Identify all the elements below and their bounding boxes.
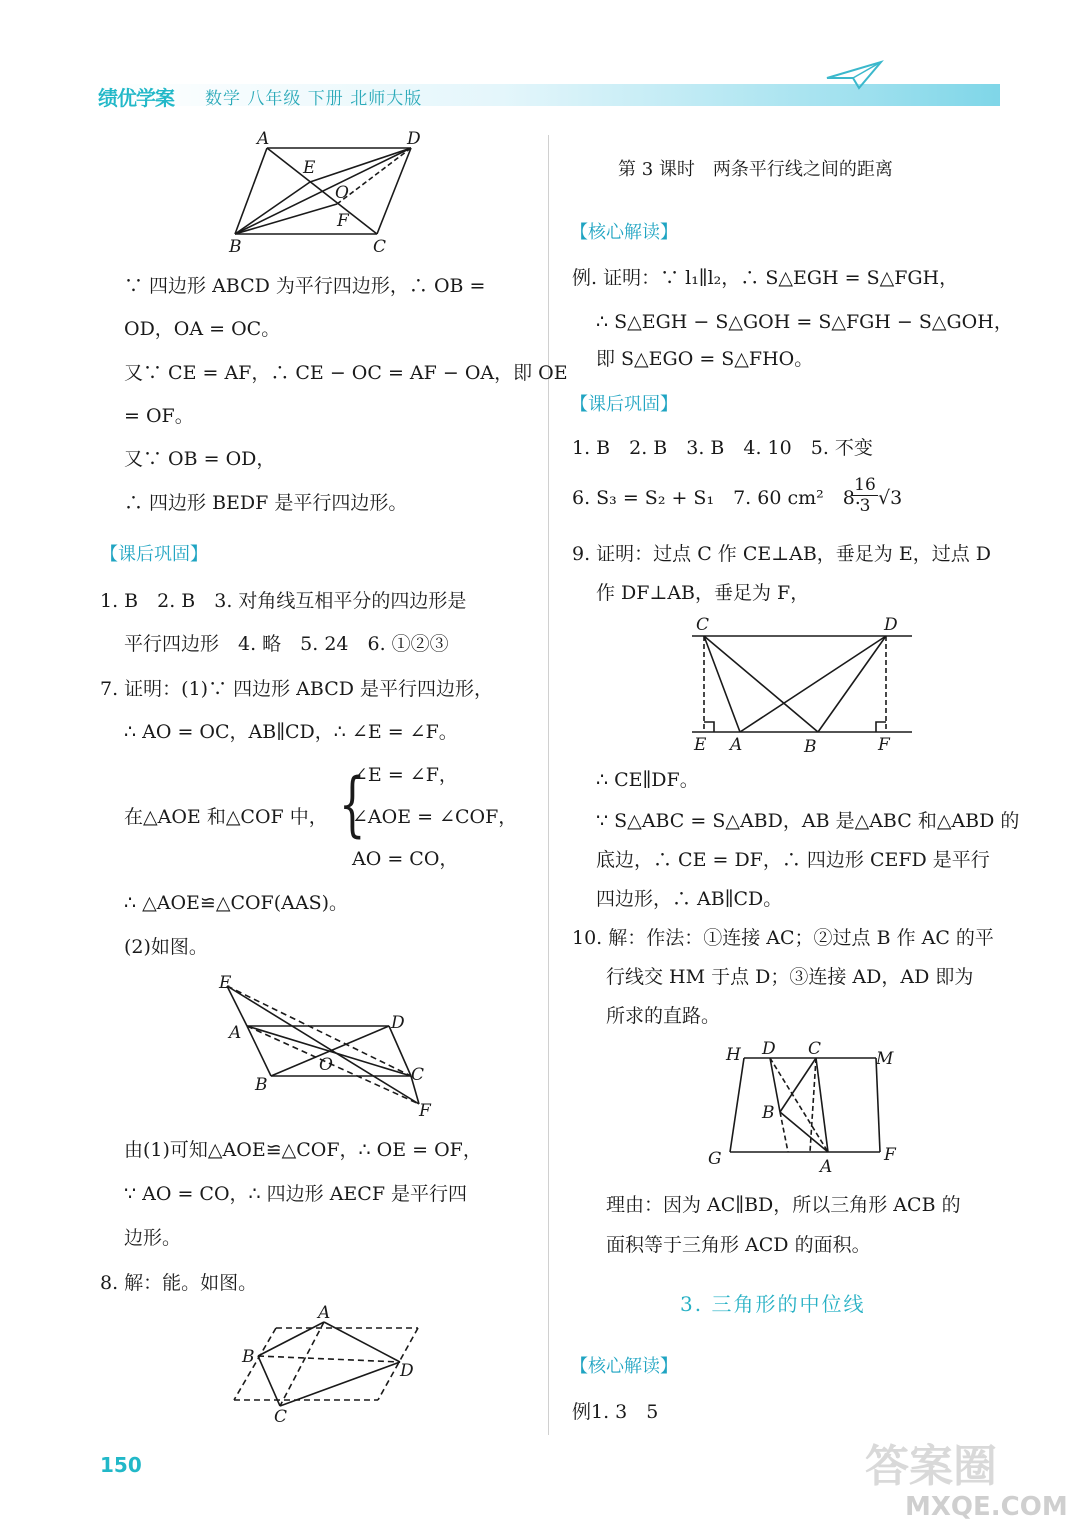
fig9-label-e: E xyxy=(694,735,707,755)
q9-line3: ∴ CE∥DF。 xyxy=(596,769,699,791)
fig10-label-m: M xyxy=(876,1049,894,1069)
fig7-label-b: B xyxy=(255,1075,268,1095)
fraction xyxy=(852,475,878,516)
lesson-title: 第 3 课时 两条平行线之间的距离 xyxy=(618,159,893,180)
answers-line1: 1. B 2. B 3. 对角线互相平分的四边形是 xyxy=(100,590,467,612)
fig7-label-f: F xyxy=(419,1101,431,1121)
example2-line: 例1. 3 5 xyxy=(572,1401,659,1423)
right-answers-line2: 6. S₃ = S₂ + S₁ 7. 60 cm² 8. xyxy=(572,487,861,509)
proof1-line1: ∵ 四边形 ABCD 为平行四边形，∴ OB = xyxy=(124,275,486,297)
fig1-label-a: A xyxy=(257,129,270,149)
fig1-label-c: C xyxy=(373,237,387,257)
header-subtitle: 数学 八年级 下册 北师大版 xyxy=(205,89,423,109)
figure-q10-road xyxy=(700,1038,910,1180)
fig1-label-d: D xyxy=(407,129,421,149)
column-divider xyxy=(548,135,549,1435)
fig8-label-a: A xyxy=(318,1303,331,1323)
figure-q9-parallels xyxy=(688,614,918,756)
q9-line2: 作 DF⊥AB，垂足为 F， xyxy=(596,582,810,604)
q9-line1: 9. 证明：过点 C 作 CE⊥AB，垂足为 E，过点 D xyxy=(572,543,991,565)
watermark-url: MXQE.COM xyxy=(905,1492,1068,1522)
fig10-label-f: F xyxy=(884,1145,896,1165)
fig8-label-b: B xyxy=(242,1347,255,1367)
proof1-line4: = OF。 xyxy=(124,405,194,427)
figure-q7-aecf xyxy=(215,972,445,1120)
q7-cond1: ∠E = ∠F， xyxy=(352,764,458,786)
example-line3: 即 S△EGO = S△FHO。 xyxy=(596,348,814,370)
fig7-label-a: A xyxy=(229,1023,242,1043)
header-logo: 绩优学案 xyxy=(98,86,174,110)
q10-line1: 10. 解：作法：①连接 AC；②过点 B 作 AC 的平 xyxy=(572,927,994,949)
section-consolidate-right: 【课后巩固】 xyxy=(570,394,678,415)
q7-cond2: ∠AOE = ∠COF， xyxy=(352,806,518,828)
fig1-label-e: E xyxy=(303,158,316,178)
section-consolidate-left: 【课后巩固】 xyxy=(100,544,208,565)
fig10-label-a: A xyxy=(820,1157,833,1177)
fig9-label-a: A xyxy=(730,735,743,755)
fig1-label-b: B xyxy=(229,237,242,257)
section-core-right: 【核心解读】 xyxy=(570,222,678,243)
proof1-line5: 又∵ OB = OD， xyxy=(124,448,276,470)
q7-brace: { xyxy=(338,763,366,845)
fig10-label-c: C xyxy=(808,1039,822,1059)
q7-line4: (2)如图。 xyxy=(124,936,208,958)
fig9-label-f: F xyxy=(878,735,890,755)
q7-line6: ∵ AO = CO，∴ 四边形 AECF 是平行四 xyxy=(124,1183,468,1205)
fig7-label-e: E xyxy=(219,973,232,993)
q7-cond3: AO = CO， xyxy=(352,848,459,870)
q9-line4: ∵ S△ABC = S△ABD，AB 是△ABC 和△ABD 的 xyxy=(596,810,1020,832)
fig10-label-g: G xyxy=(708,1149,722,1169)
right-answers-line1: 1. B 2. B 3. B 4. 10 5. 不变 xyxy=(572,437,873,459)
fig10-label-b: B xyxy=(762,1103,775,1123)
fig7-label-o: O xyxy=(319,1055,333,1075)
fraction-numerator: 16 xyxy=(852,475,878,496)
fig7-label-c: C xyxy=(411,1065,425,1085)
q10-line2: 行线交 HM 于点 D；③连接 AD，AD 即为 xyxy=(606,966,974,988)
fig1-label-f: F xyxy=(337,211,349,231)
proof1-line6: ∴ 四边形 BEDF 是平行四边形。 xyxy=(124,492,408,514)
q9-line6: 四边形，∴ AB∥CD。 xyxy=(596,888,783,910)
chapter-title: 3. 三角形的中位线 xyxy=(680,1292,866,1316)
proof1-line3: 又∵ CE = AF，∴ CE − OC = AF − OA，即 OE xyxy=(124,362,568,384)
fig9-label-d: D xyxy=(884,615,898,635)
watermark-logo: 答案圈 xyxy=(865,1441,997,1492)
figure-parallelogram-bedf xyxy=(225,128,425,258)
q10-line5: 面积等于三角形 ACD 的面积。 xyxy=(606,1234,871,1256)
q7-line2: ∴ AO = OC，AB∥CD，∴ ∠E = ∠F。 xyxy=(124,721,458,743)
proof1-line2: OD，OA = OC。 xyxy=(124,318,281,340)
fig1-label-o: O xyxy=(335,183,349,203)
paper-plane-icon xyxy=(825,58,885,92)
q10-line4: 理由：因为 AC∥BD，所以三角形 ACB 的 xyxy=(606,1194,961,1216)
page-number: 150 xyxy=(100,1453,142,1477)
q9-line5: 底边，∴ CE = DF，∴ 四边形 CEFD 是平行 xyxy=(596,849,990,871)
q7-in-text: 在△AOE 和△COF 中， xyxy=(124,806,328,828)
fig10-label-d: D xyxy=(762,1039,776,1059)
fig9-label-b: B xyxy=(804,737,817,757)
q7-line1: 7. 证明：(1)∵ 四边形 ABCD 是平行四边形， xyxy=(100,678,494,700)
fig8-label-d: D xyxy=(400,1361,414,1381)
q7-line5: 由(1)可知△AOE≌△COF，∴ OE = OF， xyxy=(124,1139,482,1161)
fig8-label-c: C xyxy=(274,1407,288,1427)
q7-line3: ∴ △AOE≌△COF(AAS)。 xyxy=(124,892,349,914)
fig10-label-h: H xyxy=(726,1045,741,1065)
example-line1: 例. 证明：∵ l₁∥l₂，∴ S△EGH = S△FGH， xyxy=(572,267,959,289)
fig7-label-d: D xyxy=(391,1013,405,1033)
section-core-right-2: 【核心解读】 xyxy=(570,1356,678,1377)
answers-line2: 平行四边形 4. 略 5. 24 6. ①②③ xyxy=(124,633,449,655)
fraction-denominator: 3 xyxy=(859,496,871,516)
figure-q8-parallelograms xyxy=(228,1303,428,1427)
q10-line3: 所求的直路。 xyxy=(606,1005,721,1027)
q8-line1: 8. 解：能。如图。 xyxy=(100,1272,258,1294)
sqrt-three: √3 xyxy=(878,487,903,509)
fig9-label-c: C xyxy=(696,615,710,635)
q7-line7: 边形。 xyxy=(124,1227,182,1249)
example-line2: ∴ S△EGH − S△GOH = S△FGH − S△GOH， xyxy=(596,311,1013,333)
